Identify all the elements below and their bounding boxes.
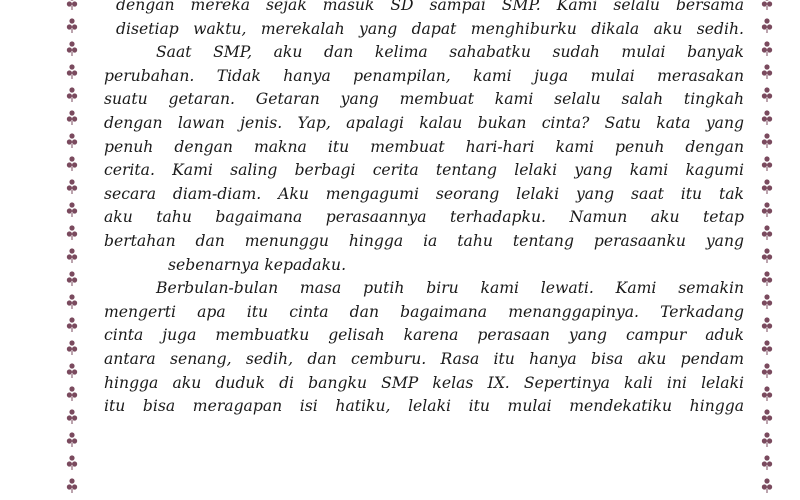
three-petal-flower-icon bbox=[66, 178, 78, 195]
three-petal-flower-icon bbox=[66, 431, 78, 448]
three-petal-flower-icon bbox=[66, 109, 78, 126]
three-petal-flower-icon bbox=[66, 132, 78, 149]
three-petal-flower-icon bbox=[761, 431, 773, 448]
three-petal-flower-icon bbox=[66, 201, 78, 218]
three-petal-flower-icon bbox=[66, 362, 78, 379]
text-line: bertahan dan menunggu hingga ia tahu tentang perasaanku yang bbox=[104, 231, 744, 250]
three-petal-flower-icon bbox=[761, 224, 773, 241]
paragraph-start-line: Saat SMP, aku dan kelima sahabatku sudah mulai banyak bbox=[156, 43, 744, 62]
text-line: cerita. Kami saling berbagi cerita tentang lelaki yang kami kagumi bbox=[104, 161, 744, 180]
three-petal-flower-icon bbox=[66, 40, 78, 57]
text-line: cinta juga membuatku gelisah karena perasaan yang campur aduk bbox=[104, 326, 744, 345]
three-petal-flower-icon bbox=[66, 408, 78, 425]
text-line: dengan mereka sejak masuk SD sampai SMP. Kami selalu bersama bbox=[116, 0, 744, 14]
three-petal-flower-icon bbox=[761, 178, 773, 195]
three-petal-flower-icon bbox=[761, 362, 773, 379]
three-petal-flower-icon bbox=[66, 247, 78, 264]
three-petal-flower-icon bbox=[761, 385, 773, 402]
three-petal-flower-icon bbox=[66, 385, 78, 402]
text-line: itu bisa meragapan isi hatiku, lelaki itu mulai mendekatiku hingga bbox=[104, 397, 744, 416]
three-petal-flower-icon bbox=[66, 339, 78, 356]
three-petal-flower-icon bbox=[761, 339, 773, 356]
text-line: penuh dengan makna itu membuat hari-hari kami penuh dengan bbox=[104, 137, 744, 156]
text-line: hingga aku duduk di bangku SMP kelas IX. Sepertinya kali ini lelaki bbox=[104, 373, 744, 392]
three-petal-flower-icon bbox=[761, 408, 773, 425]
three-petal-flower-icon bbox=[761, 201, 773, 218]
paragraph-start-line: Berbulan-bulan masa putih biru kami lewati. Kami semakin bbox=[156, 279, 744, 298]
three-petal-flower-icon bbox=[761, 477, 773, 494]
three-petal-flower-icon bbox=[66, 224, 78, 241]
text-line: antara senang, sedih, dan cemburu. Rasa itu hanya bisa aku pendam bbox=[104, 349, 744, 368]
text-line: dengan lawan jenis. Yap, apalagi kalau bukan cinta? Satu kata yang bbox=[104, 113, 744, 132]
text-line: suatu getaran. Getaran yang membuat kami selalu salah tingkah bbox=[104, 90, 744, 109]
page-border-right bbox=[759, 0, 775, 500]
three-petal-flower-icon bbox=[761, 40, 773, 57]
three-petal-flower-icon bbox=[66, 316, 78, 333]
three-petal-flower-icon bbox=[761, 316, 773, 333]
three-petal-flower-icon bbox=[66, 86, 78, 103]
three-petal-flower-icon bbox=[66, 270, 78, 287]
three-petal-flower-icon bbox=[761, 454, 773, 471]
text-line: disetiap waktu, merekalah yang dapat menghiburku dikala aku sedih. bbox=[116, 19, 744, 38]
three-petal-flower-icon bbox=[761, 0, 773, 11]
three-petal-flower-icon bbox=[66, 293, 78, 310]
three-petal-flower-icon bbox=[761, 247, 773, 264]
three-petal-flower-icon bbox=[66, 454, 78, 471]
paragraph-end-line: sebenarnya kepadaku. bbox=[168, 255, 347, 274]
three-petal-flower-icon bbox=[66, 155, 78, 172]
three-petal-flower-icon bbox=[761, 17, 773, 34]
three-petal-flower-icon bbox=[66, 17, 78, 34]
three-petal-flower-icon bbox=[66, 0, 78, 11]
page-border-left bbox=[64, 0, 80, 500]
three-petal-flower-icon bbox=[761, 109, 773, 126]
three-petal-flower-icon bbox=[761, 293, 773, 310]
three-petal-flower-icon bbox=[761, 132, 773, 149]
text-line: perubahan. Tidak hanya penampilan, kami juga mulai merasakan bbox=[104, 66, 744, 85]
document-page bbox=[104, 0, 744, 419]
three-petal-flower-icon bbox=[761, 155, 773, 172]
three-petal-flower-icon bbox=[761, 86, 773, 103]
three-petal-flower-icon bbox=[66, 477, 78, 494]
text-line: mengerti apa itu cinta dan bagaimana menanggapinya. Terkadang bbox=[104, 302, 744, 321]
three-petal-flower-icon bbox=[761, 270, 773, 287]
three-petal-flower-icon bbox=[66, 63, 78, 80]
text-line: aku tahu bagaimana perasaannya terhadapku. Namun aku tetap bbox=[104, 208, 744, 227]
text-line: secara diam-diam. Aku mengagumi seorang lelaki yang saat itu tak bbox=[104, 184, 744, 203]
three-petal-flower-icon bbox=[761, 63, 773, 80]
